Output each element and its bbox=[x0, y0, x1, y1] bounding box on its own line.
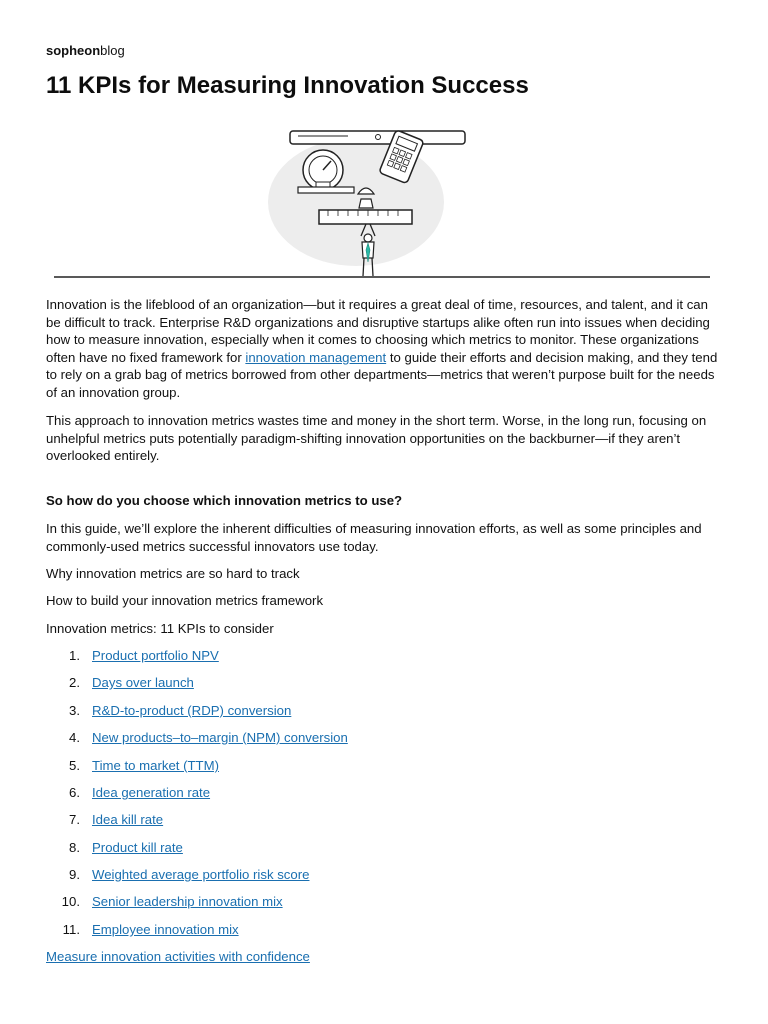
kpi-link-portfolio-risk-score[interactable]: Weighted average portfolio risk score bbox=[92, 867, 310, 882]
kpi-number: 2. bbox=[69, 675, 80, 690]
intro-paragraph-2: This approach to innovation metrics wastes time and money in the short term. Worse, in the long run, focusing on unhelpful metrics puts potentially paradigm-shifting innovation opportunities on the backburner—if they aren’t overlooked entirely. bbox=[46, 413, 707, 464]
kpi-link-senior-leadership-mix[interactable]: Senior leadership innovation mix bbox=[92, 894, 283, 909]
section-item-kpis: Innovation metrics: 11 KPIs to consider bbox=[46, 621, 274, 636]
page-title: 11 KPIs for Measuring Innovation Success bbox=[46, 72, 529, 99]
kpi-item bbox=[46, 784, 446, 802]
kpi-link-time-to-market[interactable]: Time to market (TTM) bbox=[92, 758, 219, 773]
kpi-item bbox=[46, 866, 446, 884]
kpi-link-employee-innovation-mix[interactable]: Employee innovation mix bbox=[92, 922, 239, 937]
intro-paragraph-3: In this guide, we’ll explore the inherent difficulties of measuring innovation efforts, as well as some principles and commonly-used metrics successful innovators use today. bbox=[46, 521, 702, 554]
kpi-number: 5. bbox=[69, 758, 80, 773]
kpi-number: 9. bbox=[69, 867, 80, 882]
person-balancing-metrics-illustration bbox=[48, 124, 716, 284]
kpi-link-idea-generation-rate[interactable]: Idea generation rate bbox=[92, 785, 211, 800]
kpi-number: 10. bbox=[61, 894, 80, 909]
kpi-number: 7. bbox=[69, 812, 80, 827]
kpi-link-npm-conversion[interactable]: New products–to–margin (NPM) conversion bbox=[92, 730, 348, 745]
kpi-item bbox=[46, 729, 446, 747]
question-heading: So how do you choose which innovation metrics to use? bbox=[46, 493, 403, 508]
brand-logo[interactable] bbox=[46, 43, 125, 59]
kpi-item bbox=[46, 702, 446, 720]
kpi-number: 6. bbox=[69, 785, 80, 800]
brand-suffix: blog bbox=[100, 43, 125, 58]
kpi-number: 1. bbox=[69, 648, 80, 663]
kpi-link-product-portfolio-npv[interactable]: Product portfolio NPV bbox=[92, 648, 219, 663]
intro-p1-text-before: Innovation is the lifeblood of an organization—but it requires a great deal of time, resources, and talent, and it can be difficult to track. Enterprise R&D organizations and disruptive startups alike often run into issues when deciding how to measure innovation, especially when it comes to choosing which metrics to monitor. These organizations often have no fixed framework for bbox=[46, 297, 710, 365]
innovation-management-link[interactable]: innovation management bbox=[245, 349, 387, 365]
kpi-number: 8. bbox=[69, 840, 80, 855]
kpi-number: 4. bbox=[69, 730, 80, 745]
kpi-item bbox=[46, 647, 446, 665]
kpi-link-rdp-conversion[interactable]: R&D-to-product (RDP) conversion bbox=[92, 703, 292, 718]
kpi-link-days-over-launch[interactable]: Days over launch bbox=[92, 675, 194, 690]
kpi-link-idea-kill-rate[interactable]: Idea kill rate bbox=[92, 812, 164, 827]
section-item-how: How to build your innovation metrics framework bbox=[46, 593, 324, 608]
kpi-item bbox=[46, 674, 446, 692]
kpi-item bbox=[46, 811, 446, 829]
kpi-number: 3. bbox=[69, 703, 80, 718]
kpi-item bbox=[46, 921, 446, 939]
section-item-why: Why innovation metrics are so hard to track bbox=[46, 566, 300, 581]
kpi-item bbox=[46, 893, 446, 911]
kpi-link-product-kill-rate[interactable]: Product kill rate bbox=[92, 840, 183, 855]
brand-name: sopheon bbox=[46, 43, 101, 58]
kpi-item bbox=[46, 839, 446, 857]
kpi-item bbox=[46, 757, 446, 775]
measure-innovation-cta-link[interactable]: Measure innovation activities with confidence bbox=[46, 949, 310, 964]
kpi-number: 11. bbox=[62, 922, 80, 937]
intro-p1-text-after: to guide their efforts and decision making, and they tend to rely on a grab bag of metrics borrowed from other departments—metrics that weren’t purpose built for the needs of an innovation group. bbox=[46, 349, 718, 400]
intro-paragraph-1 bbox=[46, 296, 724, 402]
